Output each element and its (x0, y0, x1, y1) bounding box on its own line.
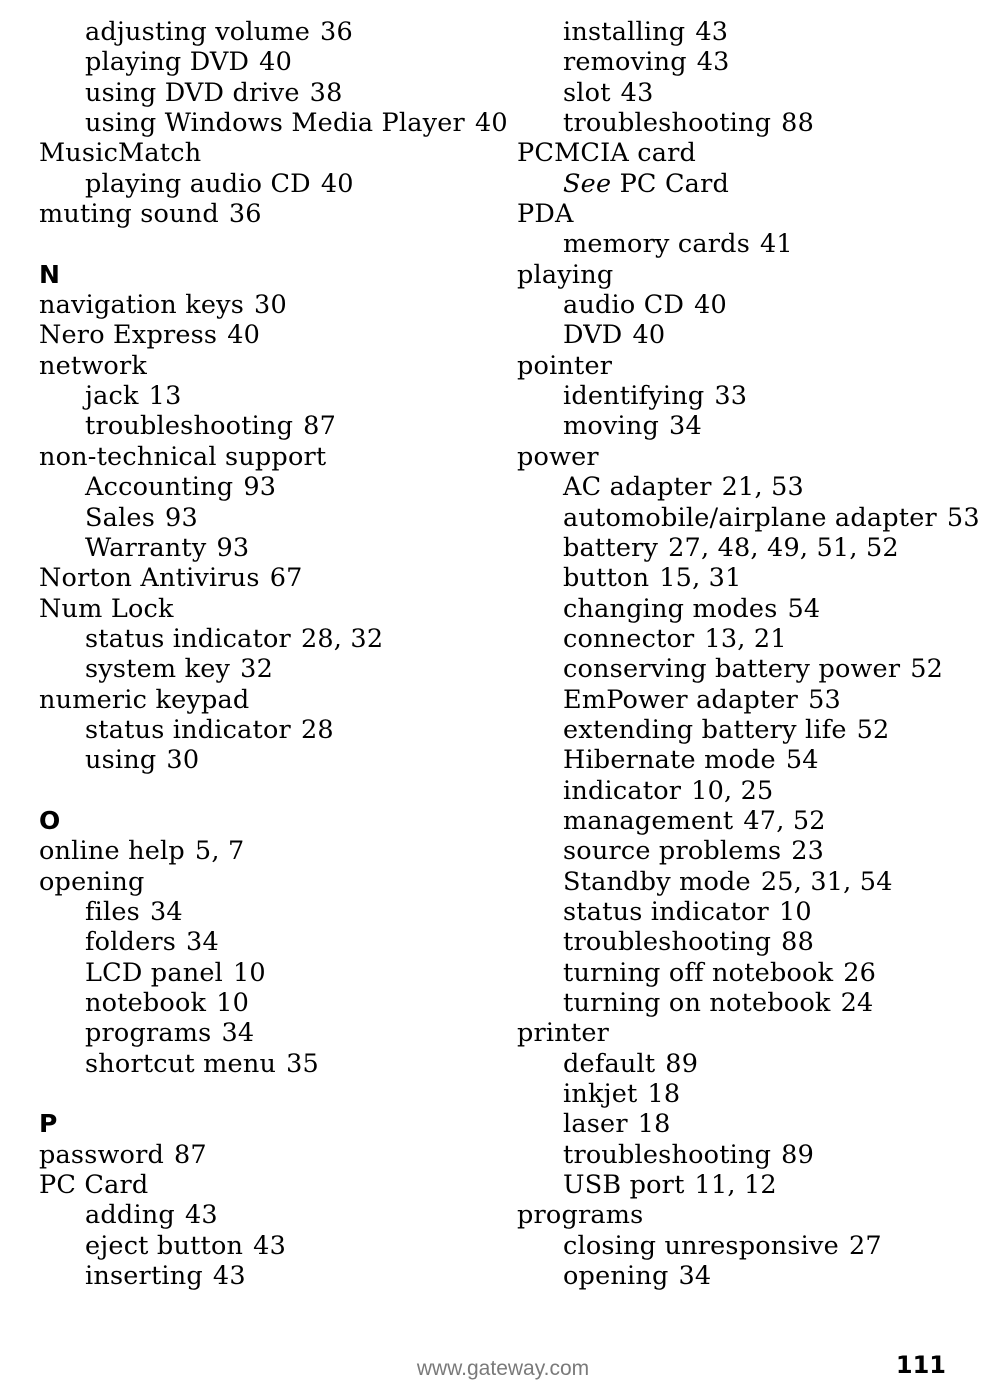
index-term: PCMCIA card (517, 138, 697, 169)
index-subentry (517, 472, 950, 502)
see-reference-label: See (563, 168, 612, 199)
index-subentry (39, 503, 509, 533)
index-page-numbers: 88 (781, 927, 815, 958)
index-entry (517, 260, 950, 290)
index-page-numbers: 34 (221, 1018, 255, 1049)
index-entry (517, 1200, 950, 1230)
index-subentry (39, 624, 509, 654)
index-entry (39, 442, 509, 472)
index-page-numbers: 10 (233, 957, 266, 988)
index-term: folders (85, 927, 177, 958)
index-term: indicator (563, 775, 682, 806)
index-page-numbers: 15, 31 (659, 563, 742, 594)
index-subentry (517, 806, 950, 836)
index-term: button (563, 563, 650, 594)
index-term: status indicator (85, 623, 291, 654)
index-subentry (517, 715, 950, 745)
index-page-numbers: 35 (286, 1048, 319, 1079)
index-page-numbers: 38 (309, 77, 343, 108)
index-term: programs (85, 1018, 212, 1049)
index-entry (39, 199, 509, 229)
index-subentry (517, 1109, 950, 1139)
index-term: power (517, 441, 599, 472)
index-term: Nero Express (39, 320, 218, 351)
index-entry (517, 138, 950, 168)
index-entry (517, 199, 950, 229)
index-term: troubleshooting (563, 108, 772, 139)
index-page-numbers: 18 (647, 1079, 681, 1110)
index-term: removing (563, 47, 687, 78)
index-page-numbers: 40 (474, 108, 508, 139)
index-term: turning off notebook (563, 957, 834, 988)
index-term: automobile/airplane adapter (563, 502, 937, 533)
index-subentry (517, 594, 950, 624)
index-term: PC Card (39, 1170, 149, 1201)
index-subentry (517, 654, 950, 684)
index-term: audio CD (563, 290, 685, 321)
index-subentry (517, 502, 980, 533)
index-page-numbers: 30 (166, 745, 200, 776)
index-page-numbers: 53 (946, 502, 980, 533)
index-page-numbers: 34 (678, 1261, 712, 1292)
index-page-numbers: 36 (228, 199, 262, 230)
index-page-numbers: 41 (760, 229, 793, 260)
index-letter-heading: O (39, 805, 61, 835)
index-entry (517, 442, 950, 472)
index-subentry (517, 1140, 950, 1170)
index-entry (39, 290, 509, 320)
index-page-numbers: 89 (665, 1048, 699, 1079)
index-page-numbers: 13 (148, 381, 182, 412)
index-page-numbers: 43 (620, 77, 654, 108)
index-term: source problems (563, 836, 782, 867)
index-entry (39, 1170, 509, 1200)
page-number: 111 (895, 1351, 946, 1379)
index-page-numbers: 11, 12 (694, 1170, 777, 1201)
index-page-numbers: 40 (632, 320, 666, 351)
index-subentry (517, 1231, 950, 1261)
index-term: slot (563, 77, 611, 108)
index-page-numbers: 43 (696, 47, 730, 78)
index-entry (39, 1140, 509, 1170)
index-term: jack (85, 381, 139, 412)
index-page-numbers: 28 (300, 714, 334, 745)
index-term: playing (517, 259, 614, 290)
index-entry (39, 138, 509, 168)
index-term: numeric keypad (39, 684, 250, 715)
index-term: muting sound (39, 199, 219, 230)
index-subentry (517, 411, 950, 441)
index-page-numbers: 10 (778, 896, 812, 927)
index-term: battery (563, 532, 659, 563)
index-term: DVD (563, 320, 623, 351)
index-term: online help (39, 836, 185, 867)
index-term: files (85, 896, 140, 927)
index-term: changing modes (563, 593, 778, 624)
index-subentry (517, 381, 950, 411)
index-term: troubleshooting (85, 411, 294, 442)
footer-url: www.gateway.com (416, 1357, 590, 1380)
index-entry (517, 1018, 950, 1048)
index-subentry (517, 836, 950, 866)
index-page-numbers: 43 (695, 17, 729, 47)
index-page-numbers: 89 (781, 1139, 815, 1170)
index-subentry (517, 17, 950, 47)
index-term: opening (39, 866, 145, 897)
index-subentry (517, 229, 950, 259)
index-subentry (517, 533, 950, 563)
index-page-numbers: 54 (785, 745, 819, 776)
index-term: pointer (517, 350, 613, 381)
index-term: management (563, 805, 734, 836)
index-term: Standby mode (563, 866, 751, 897)
index-subentry (517, 563, 950, 593)
index-subentry (39, 927, 509, 957)
index-page-numbers: 13, 21 (704, 623, 787, 654)
index-subentry (517, 1079, 950, 1109)
index-term: troubleshooting (563, 927, 772, 958)
index-page-numbers: 25, 31, 54 (760, 866, 893, 897)
index-page-numbers: 43 (184, 1200, 218, 1231)
index-letter-heading: P (39, 1109, 58, 1139)
index-subentry (39, 1049, 509, 1079)
index-page-numbers: 93 (243, 472, 277, 503)
index-subentry (39, 169, 509, 199)
index-subentry (517, 169, 950, 199)
index-term: extending battery life (563, 714, 847, 745)
index-term: adjusting volume (85, 17, 311, 47)
index-term: status indicator (563, 896, 769, 927)
index-term: notebook (85, 988, 207, 1018)
index-term: printer (517, 1018, 610, 1049)
index-page-numbers: 93 (165, 502, 198, 533)
index-page-numbers: 52 (910, 654, 944, 685)
index-term: using (85, 745, 157, 776)
index-subentry (39, 381, 509, 411)
index-term: turning on notebook (563, 988, 831, 1018)
index-entry (39, 685, 509, 715)
index-term: navigation keys (39, 290, 245, 321)
index-term: conserving battery power (563, 654, 901, 685)
index-page-numbers: 36 (320, 17, 353, 47)
index-letter-heading: N (39, 259, 60, 289)
index-subentry (39, 78, 509, 108)
index-page-numbers: 87 (303, 411, 337, 442)
index-page-numbers: 40 (694, 290, 727, 321)
index-subentry (39, 411, 509, 441)
index-subentry (517, 685, 950, 715)
index-term: shortcut menu (85, 1048, 277, 1079)
index-page-numbers: 53 (808, 684, 841, 715)
index-subentry (39, 1261, 509, 1291)
index-entry (39, 320, 509, 350)
index-column-left (39, 17, 509, 1291)
index-term: using Windows Media Player (85, 108, 465, 139)
index-subentry (39, 17, 509, 47)
index-page-numbers: 43 (253, 1230, 286, 1261)
index-subentry (517, 988, 950, 1018)
index-page-numbers: 10 (216, 988, 250, 1018)
index-subentry (39, 988, 509, 1018)
index-entry (517, 351, 950, 381)
index-page-numbers: 88 (781, 108, 815, 139)
index-page-numbers: 40 (259, 47, 293, 78)
index-subentry (517, 897, 950, 927)
index-subentry (517, 1170, 950, 1200)
index-term: laser (563, 1109, 628, 1140)
index-term: eject button (85, 1230, 244, 1261)
index-term: Sales (85, 502, 156, 533)
index-term: closing unresponsive (563, 1230, 839, 1261)
index-subentry (39, 745, 509, 775)
index-subentry (517, 290, 950, 320)
index-page-numbers: 67 (269, 563, 303, 594)
index-term: network (39, 350, 147, 381)
index-page-numbers: 18 (637, 1109, 671, 1140)
index-subentry (39, 654, 509, 684)
index-term: programs (517, 1200, 644, 1231)
index-page-numbers: 40 (227, 320, 261, 351)
index-page-numbers: 47, 52 (743, 805, 826, 836)
index-page-numbers: 30 (254, 290, 287, 321)
index-subentry (517, 927, 950, 957)
index-page-numbers: 5, 7 (194, 836, 245, 867)
index-subentry (39, 533, 509, 563)
index-term: default (563, 1048, 656, 1079)
index-term: AC adapter (563, 472, 712, 503)
index-page-numbers: 33 (714, 381, 748, 412)
index-subentry (39, 1231, 509, 1261)
index-term: playing DVD (85, 47, 250, 78)
index-term: LCD panel (85, 957, 223, 988)
index-page-numbers: 28, 32 (300, 623, 384, 654)
index-subentry (39, 897, 509, 927)
index-term: Norton Antivirus (39, 563, 260, 594)
index-term: connector (563, 623, 695, 654)
index-page-numbers: 34 (149, 896, 183, 927)
index-term: Num Lock (39, 593, 174, 624)
index-subentry (517, 108, 950, 138)
index-term: Accounting (85, 472, 234, 503)
index-term: Warranty (85, 532, 207, 563)
index-term: system key (85, 654, 231, 685)
index-entry (39, 836, 509, 866)
index-page-numbers: 52 (856, 714, 890, 745)
index-entry (39, 867, 509, 897)
index-page-numbers: 27, 48, 49, 51, 52 (668, 532, 899, 563)
index-term: inserting (85, 1261, 203, 1292)
index-term: PDA (517, 199, 574, 230)
index-subentry (39, 47, 509, 77)
index-page-numbers: 24 (840, 988, 874, 1018)
index-subentry (517, 47, 950, 77)
index-term: installing (563, 17, 686, 47)
index-page-numbers: 10, 25 (691, 775, 774, 806)
index-term: non-technical support (39, 441, 327, 472)
index-subentry (517, 320, 950, 350)
index-term: inkjet (563, 1079, 638, 1110)
index-page-numbers: 43 (212, 1261, 246, 1292)
index-page-numbers: 87 (174, 1139, 207, 1170)
index-subentry (517, 624, 950, 654)
index-term: EmPower adapter (563, 684, 799, 715)
index-page-numbers: 40 (320, 168, 354, 199)
index-subentry (517, 958, 950, 988)
index-term: memory cards (563, 229, 750, 260)
index-term: playing audio CD (85, 168, 311, 199)
index-page-numbers: 34 (186, 927, 219, 958)
index-subentry (39, 108, 509, 138)
index-subentry (39, 958, 509, 988)
index-term: USB port (563, 1170, 685, 1201)
index-term: moving (563, 411, 660, 442)
index-page-numbers: 21, 53 (721, 472, 804, 503)
index-page-numbers: 93 (216, 532, 250, 563)
index-term: MusicMatch (39, 138, 202, 169)
index-subentry (517, 1049, 950, 1079)
index-subentry (517, 78, 950, 108)
index-page-numbers: 32 (240, 654, 274, 685)
index-subentry (39, 1200, 509, 1230)
index-page-numbers: 54 (787, 593, 821, 624)
index-term: status indicator (85, 714, 291, 745)
index-subentry (39, 1018, 509, 1048)
index-term: using DVD drive (85, 77, 300, 108)
index-subentry (39, 715, 509, 745)
index-term: Hibernate mode (563, 745, 776, 776)
index-page-numbers: 27 (848, 1230, 882, 1261)
index-subentry (517, 776, 950, 806)
index-subentry (517, 867, 950, 897)
index-term: password (39, 1139, 164, 1170)
index-subentry (517, 1261, 950, 1291)
index-term: PC Card (619, 168, 729, 199)
index-term: opening (563, 1261, 669, 1292)
index-term: adding (85, 1200, 175, 1231)
index-subentry (39, 472, 509, 502)
index-entry (39, 351, 509, 381)
index-page-numbers: 23 (791, 836, 825, 867)
index-entry (39, 563, 509, 593)
index-column-right (517, 17, 980, 1292)
index-entry (39, 594, 509, 624)
index-term: identifying (563, 381, 705, 412)
index-page-numbers: 34 (669, 411, 702, 442)
index-term: troubleshooting (563, 1139, 772, 1170)
index-page-numbers: 26 (843, 957, 877, 988)
index-subentry (517, 745, 950, 775)
